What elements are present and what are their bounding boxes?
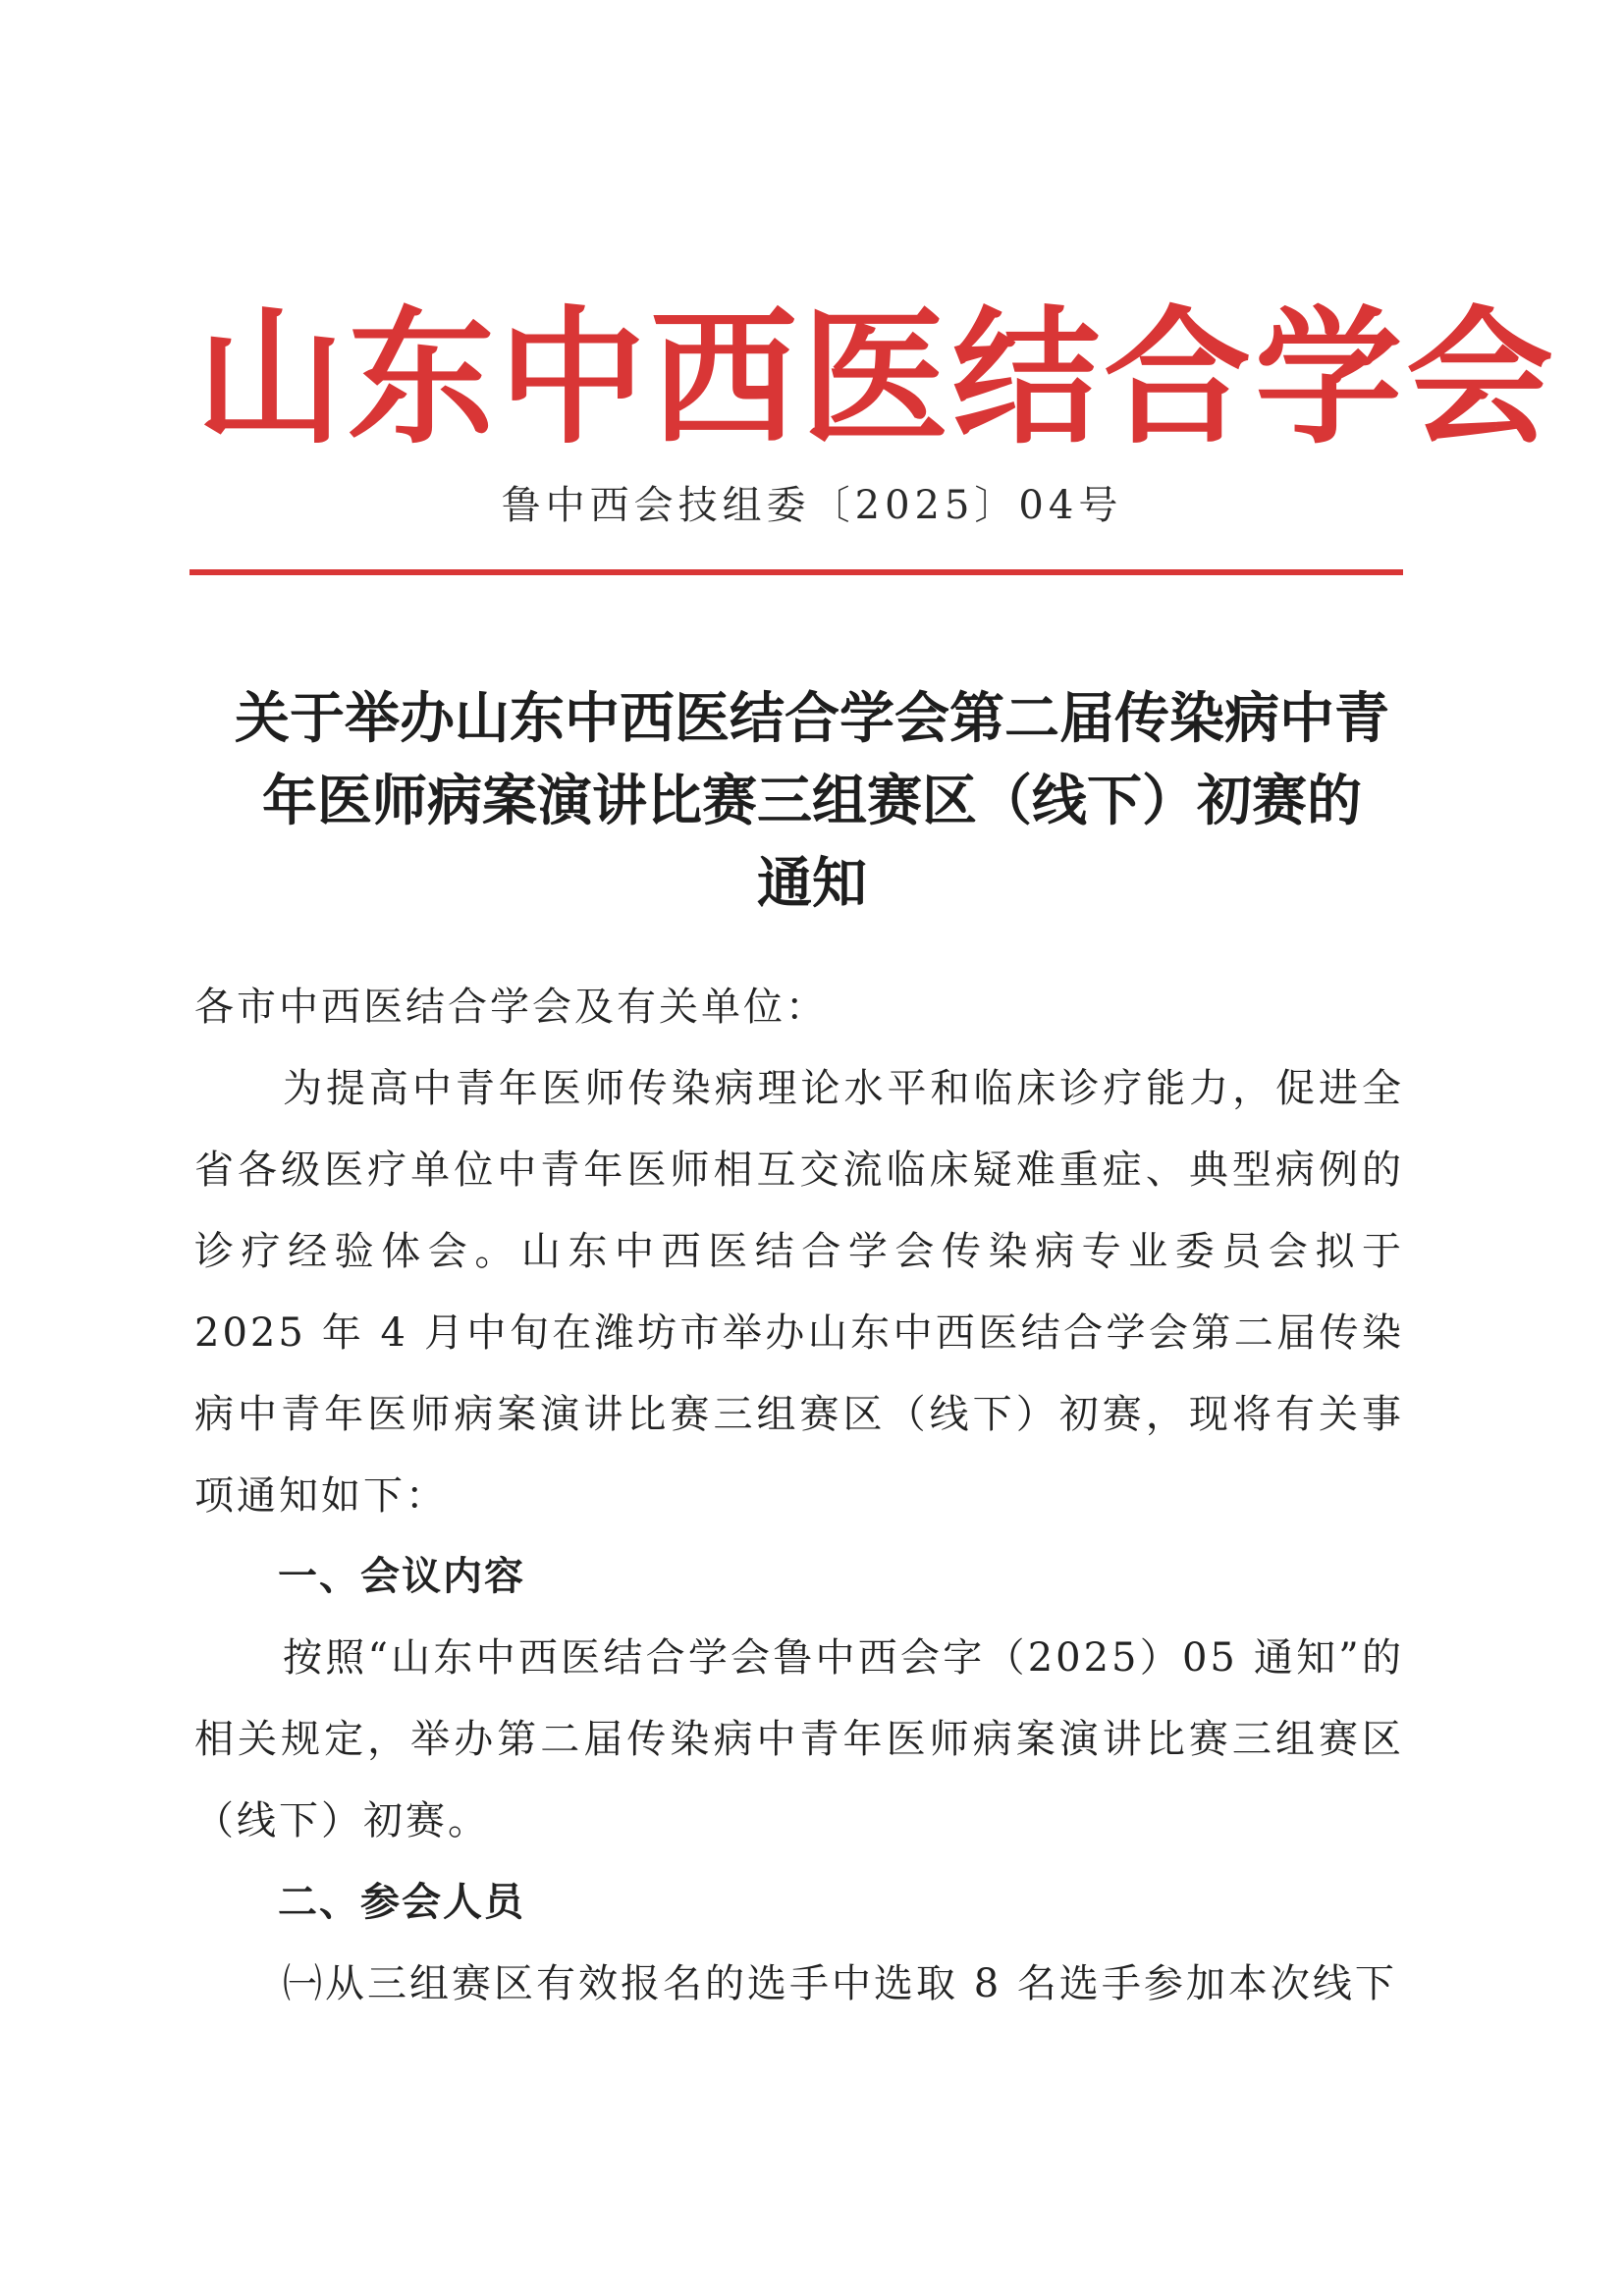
section-2-heading: 二、参会人员 [278, 1880, 525, 1925]
title-line-3: 通知 [757, 851, 867, 916]
title-line-1: 关于举办山东中西医结合学会第二届传染病中青 [235, 686, 1389, 751]
addressee: 各市中西医结合学会及有关单位： [194, 985, 828, 1030]
organization-letterhead: 山东中西医结合学会 [196, 292, 1558, 464]
document-number: 鲁中西会技组委〔2025〕04号 [501, 483, 1123, 528]
intro-paragraph: 为提高中青年医师传染病理论水平和临床诊疗能力，促进全省各级医疗单位中青年医师相互交流临床疑难重症、典型病例的诊疗经验体会。山东中西医结合学会传染病专业委员会拟于 2025 年 4 月中旬在潍坊市举办山东中西医结合学会第二届传染病中青年医师病案演讲比赛三组赛区（线下）初赛，现将有关事项通知如下： [194, 1066, 1404, 1519]
red-divider-line [189, 569, 1403, 575]
title-line-2: 年医师病案演讲比赛三组赛区（线下）初赛的 [262, 769, 1362, 833]
section-2-item-1: ㈠从三组赛区有效报名的选手中选取 8 名选手参加本次线下 [283, 1961, 1397, 2006]
section-1-paragraph: 按照“山东中西医结合学会鲁中西会字（2025）05 通知”的相关规定，举办第二届传染病中青年医师病案演讲比赛三组赛区（线下）初赛。 [194, 1635, 1404, 1843]
section-1-heading: 一、会议内容 [278, 1554, 525, 1599]
document-title [187, 677, 1437, 925]
